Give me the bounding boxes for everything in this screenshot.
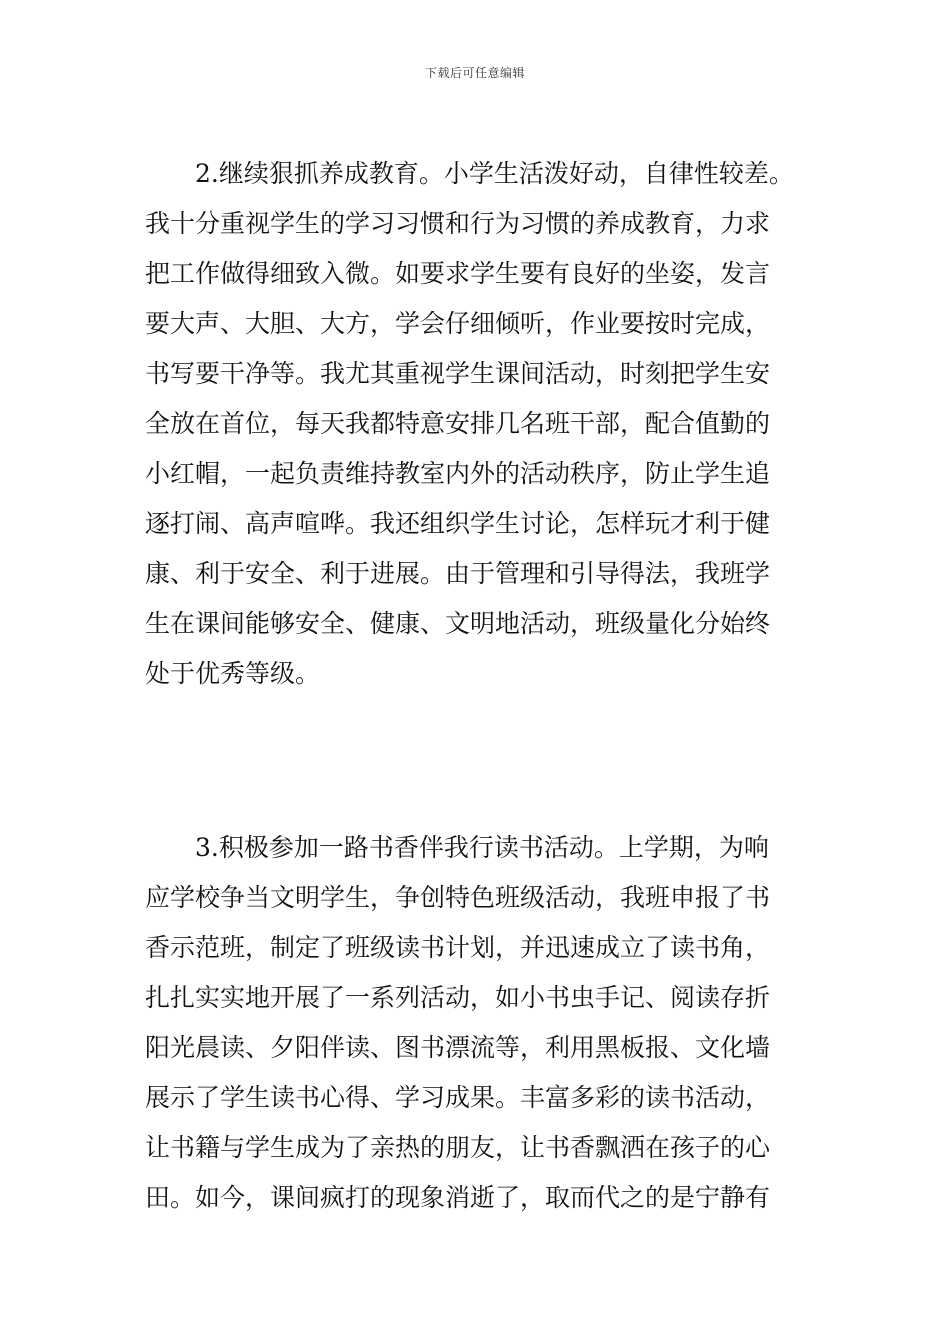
paragraph-line: 书写要干净等。我尤其重视学生课间活动，时刻把学生安 <box>145 359 771 388</box>
paragraph-line: 香示范班，制定了班级读书计划，并迅速成立了读书角， <box>145 933 771 962</box>
paragraph-line: 逐打闹、高声喧哗。我还组织学生讨论，怎样玩才利于健 <box>145 509 771 538</box>
paragraph-line: 把工作做得细致入微。如要求学生要有良好的坐姿，发言 <box>145 259 771 288</box>
paragraph-line: 2.继续狠抓养成教育。小学生活泼好动，自律性较差。 <box>195 159 794 188</box>
paragraph-line: 全放在首位，每天我都特意安排几名班干部，配合值勤的 <box>145 409 771 438</box>
paragraph-line: 处于优秀等级。 <box>145 659 321 688</box>
paragraph-line: 生在课间能够安全、健康、文明地活动，班级量化分始终 <box>145 609 771 638</box>
paragraph-habit-education <box>145 149 835 699</box>
paragraph-line: 展示了学生读书心得、学习成果。丰富多彩的读书活动， <box>145 1083 771 1112</box>
paragraph-line: 应学校争当文明学生，争创特色班级活动，我班申报了书 <box>145 883 771 912</box>
paragraph-line: 小红帽，一起负责维持教室内外的活动秩序，防止学生追 <box>145 459 771 488</box>
paragraph-reading-activity <box>145 823 835 1223</box>
paragraph-line: 我十分重视学生的学习习惯和行为习惯的养成教育，力求 <box>145 209 771 238</box>
paragraph-line: 田。如今，课间疯打的现象消逝了，取而代之的是宁静有 <box>145 1183 771 1212</box>
paragraph-line: 康、利于安全、利于进展。由于管理和引导得法，我班学 <box>145 559 771 588</box>
paragraph-line: 让书籍与学生成为了亲热的朋友，让书香飘洒在孩子的心 <box>145 1133 771 1162</box>
paragraph-line: 3.积极参加一路书香伴我行读书活动。上学期，为响 <box>195 833 769 862</box>
paragraph-line: 阳光晨读、夕阳伴读、图书漂流等，利用黑板报、文化墙 <box>145 1033 771 1062</box>
paragraph-line: 要大声、大胆、大方，学会仔细倾听，作业要按时完成， <box>145 309 771 338</box>
paragraph-line: 扎扎实实地开展了一系列活动，如小书虫手记、阅读存折 <box>145 983 771 1012</box>
page-header: 下载后可任意编辑 <box>424 66 525 80</box>
